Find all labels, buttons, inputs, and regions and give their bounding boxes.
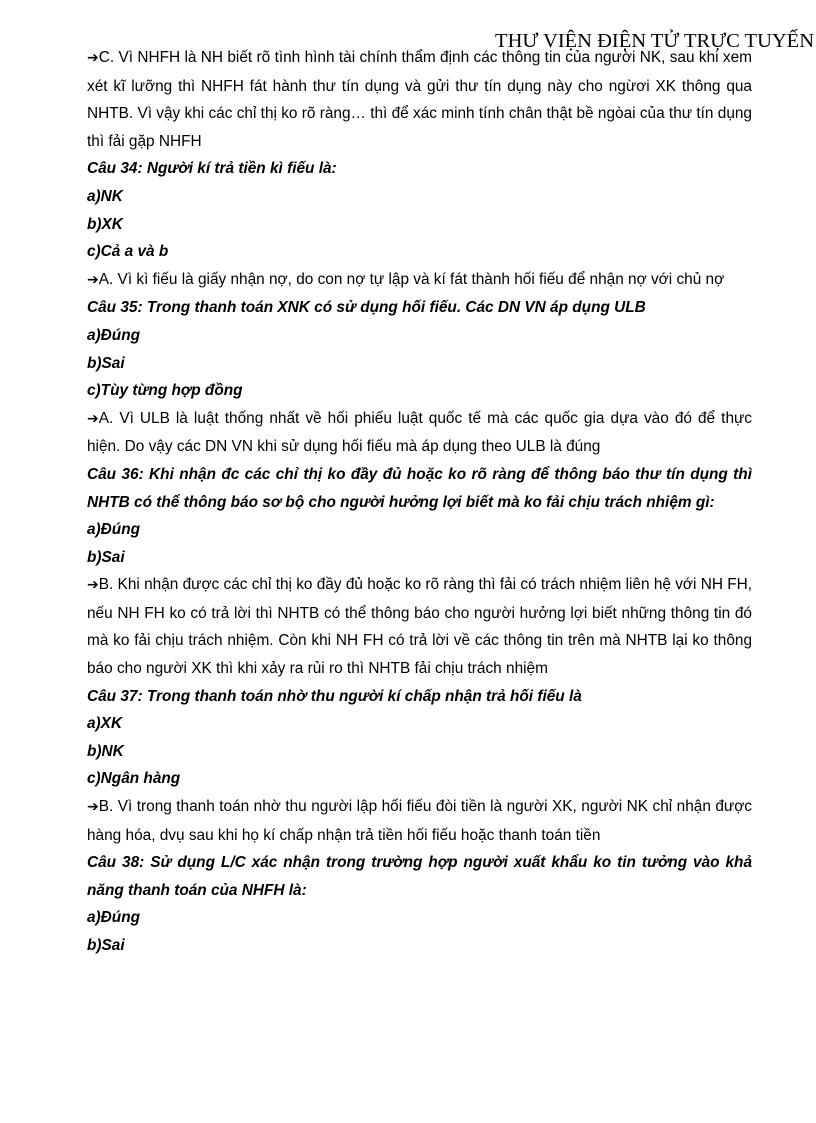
- question-heading: Câu 37: Trong thanh toán nhờ thu người kí chấp nhận trả hối fiếu là: [87, 687, 582, 705]
- answer-option: c)Cả a và b: [87, 243, 169, 261]
- arrow-right-icon: ➔: [87, 271, 99, 288]
- answer-text: B. Vì trong thanh toán nhờ thu người lập hối fiếu đòi tiền là người XK, người NK chỉ nhận được hàng hóa, dvụ sau khi họ kí chấp nhận trả tiền hối fiếu hoặc thanh toán tiền: [87, 798, 752, 844]
- answer-text: C. Vì NHFH là NH biết rõ tình hình tài chính thẩm định các thông tin của người NK, sau khi xem xét kĩ lưỡng thì NHFH fát hành thư tín dụng và gửi thư tín dụng này cho ngừơi XK thông qua NHTB. Vì vậy khi các chỉ thị ko rõ ràng… thì để xác minh tính chân thật bề ngòai của thư tín dụng thì fải gặp NHFH: [87, 49, 752, 150]
- arrow-right-icon: ➔: [87, 799, 99, 816]
- answer-paragraph: [87, 266, 752, 295]
- answer-option: c)Ngân hàng: [87, 770, 181, 788]
- question-heading: Câu 35: Trong thanh toán XNK có sử dụng hối fiếu. Các DN VN áp dụng ULB: [87, 299, 646, 317]
- question-heading: Câu 34: Người kí trả tiền kì fiếu là:: [87, 160, 337, 178]
- arrow-right-icon: ➔: [87, 410, 99, 427]
- arrow-right-icon: ➔: [87, 577, 99, 594]
- answer-option: a)XK: [87, 715, 123, 733]
- answer-option: c)Tùy từng hợp đồng: [87, 382, 243, 400]
- arrow-right-icon: ➔: [87, 50, 99, 66]
- answer-option: a)Đúng: [87, 521, 141, 539]
- answer-option: b)Sai: [87, 937, 125, 954]
- answer-paragraph: [87, 405, 752, 461]
- answer-option: b)Sai: [87, 354, 125, 372]
- question-heading: Câu 38: Sử dụng L/C xác nhận trong trường hợp người xuất khẩu ko tin tưởng vào khả năng thanh toán của NHFH là:: [87, 854, 752, 899]
- site-header-title: THƯ VIỆN ĐIỆN TỬ TRỰC TUYẾN: [495, 30, 814, 52]
- document-body: [87, 44, 752, 960]
- answer-text: A. Vì kì fiếu là giấy nhận nợ, do con nợ tự lập và kí fát thành hối fiếu để nhận nợ với chủ nợ: [98, 270, 725, 288]
- answer-option: a)NK: [87, 187, 123, 205]
- answer-text: B. Khi nhận được các chỉ thị ko đầy đủ hoặc ko rõ ràng thì fải có trách nhiệm liên hệ với NH FH, nếu NH FH ko có trả lời thì NHTB có thể thông báo cho người hưởng lợi biết những thông tin đó mà ko fải chịu trách nhiệm. Còn khi NH FH có trả lời về các thông tin trên mà NHTB lại ko thông báo cho người XK thì khi xảy ra rủi ro thì NHTB fải chịu trách nhiệm: [87, 576, 753, 678]
- question-heading: Câu 36: Khi nhận đc các chỉ thị ko đầy đủ hoặc ko rõ ràng để thông báo thư tín dụng thì NHTB có thể thông báo sơ bộ cho người hưởng lợi biết mà ko fải chịu trách nhiệm gì:: [87, 465, 752, 511]
- answer-text: A. Vì ULB là luật thống nhất về hối phiếu luật quốc tế mà các quốc gia dựa vào đó để thực hiện. Do vậy các DN VN khi sử dụng hối fiếu mà áp dụng theo ULB là đúng: [87, 409, 752, 456]
- answer-option: a)Đúng: [87, 909, 141, 927]
- answer-paragraph: [87, 44, 752, 155]
- answer-paragraph: [87, 571, 752, 682]
- answer-option: b)XK: [87, 215, 123, 233]
- answer-option: a)Đúng: [87, 326, 141, 344]
- answer-option: b)NK: [87, 742, 124, 760]
- answer-paragraph: [87, 793, 752, 849]
- answer-option: b)Sai: [87, 548, 125, 566]
